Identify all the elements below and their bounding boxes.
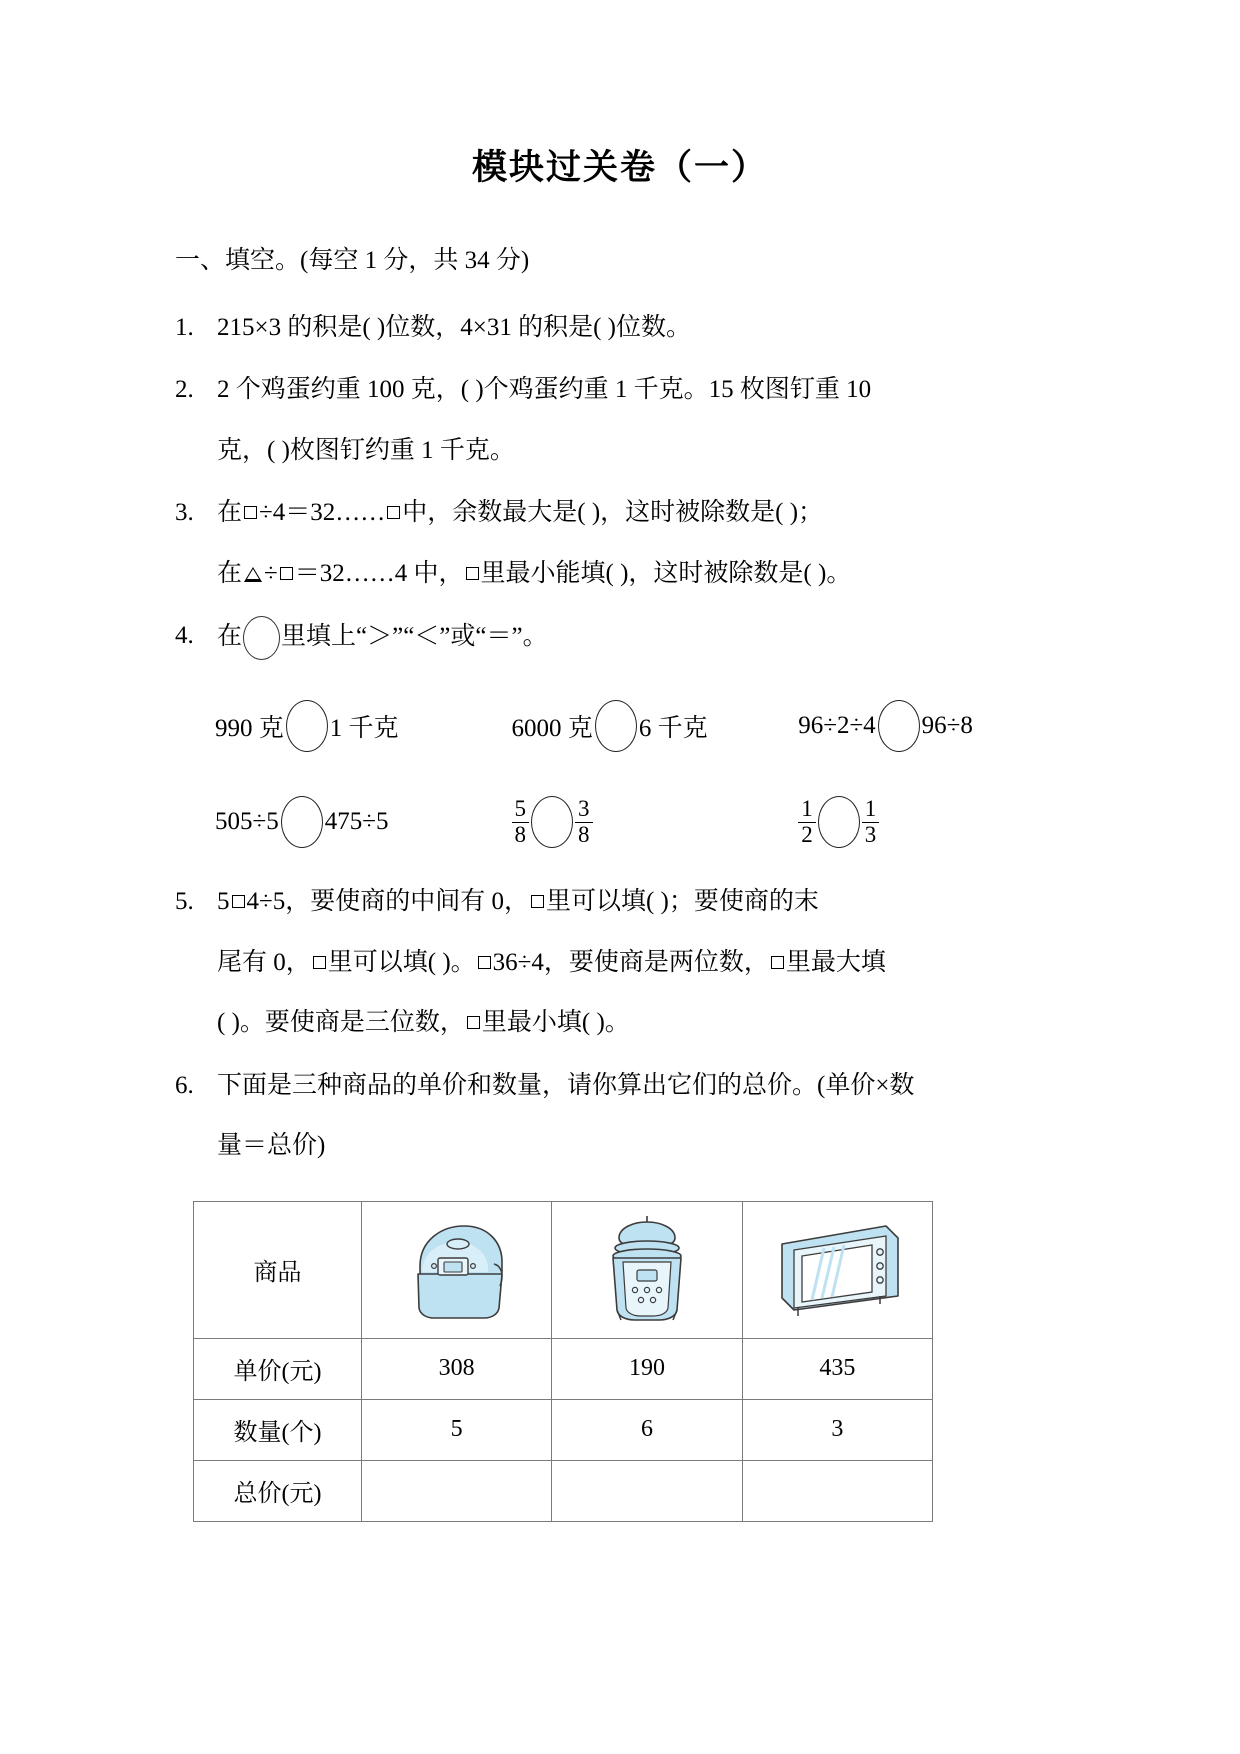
question-6 xyxy=(175,1066,1075,1167)
page-title: 模块过关卷（一） xyxy=(471,148,768,188)
q5-seg3: 里可以填( )；要使商的末 xyxy=(545,888,819,915)
question-3-number: 3. xyxy=(175,499,194,526)
pressure-cooker-icon xyxy=(595,1214,699,1326)
fraction-denominator: 2 xyxy=(801,821,813,847)
comparison-2-circle[interactable] xyxy=(595,700,637,752)
table-row-products xyxy=(194,1201,933,1338)
question-5-body xyxy=(217,882,1075,1044)
comparison-4-circle[interactable] xyxy=(281,796,323,848)
comparison-2-right: 6 千克 xyxy=(638,715,708,742)
quantity-pressure-cooker: 6 xyxy=(552,1399,742,1460)
comparison-3-right: 96÷8 xyxy=(921,712,973,739)
question-4 xyxy=(175,616,1075,660)
question-5-line-2 xyxy=(217,943,1075,984)
q4-prompt-after: 里填上“＞”“＜”或“＝”。 xyxy=(281,623,548,650)
question-2-number: 2. xyxy=(175,376,194,403)
q5-seg8: ( )。要使商是三位数， xyxy=(217,1009,465,1036)
quantity-toaster-oven: 3 xyxy=(742,1399,932,1460)
box-glyph xyxy=(478,956,491,969)
comparison-row-1 xyxy=(215,690,1075,752)
question-1 xyxy=(175,308,1075,349)
box-glyph xyxy=(466,567,479,580)
question-4-number: 4. xyxy=(175,622,194,649)
comparison-6-circle[interactable] xyxy=(818,796,860,848)
comparison-5-right-fraction xyxy=(575,797,593,848)
table-row-total-price xyxy=(194,1460,933,1521)
q3-l1-b: ÷4＝32…… xyxy=(259,499,386,526)
question-6-body xyxy=(217,1066,1075,1167)
question-1-body xyxy=(217,308,1075,349)
unit-price-rice-cooker: 308 xyxy=(362,1338,552,1399)
q3-l2-d: 里最小能填( )，这时被除数是( )。 xyxy=(480,559,852,587)
question-3-body xyxy=(217,493,1075,594)
question-2-body xyxy=(217,370,1075,471)
circle-glyph xyxy=(243,616,280,660)
question-3-line-1 xyxy=(217,493,1075,534)
comparison-4-left: 505÷5 xyxy=(215,808,279,835)
fraction-denominator: 3 xyxy=(864,821,877,847)
row-label-product: 商品 xyxy=(194,1201,362,1338)
question-5-line-1 xyxy=(217,882,1075,923)
row-label-total-price: 总价(元) xyxy=(194,1460,362,1521)
goods-table-wrapper xyxy=(193,1201,1075,1522)
comparison-1-circle[interactable] xyxy=(286,700,328,752)
unit-price-pressure-cooker: 190 xyxy=(552,1338,742,1399)
comparison-item-6 xyxy=(798,796,1075,848)
product-cell-rice-cooker xyxy=(362,1201,552,1338)
box-glyph xyxy=(313,956,326,969)
q3-l2-b: ÷ xyxy=(264,559,278,587)
fraction-denominator: 8 xyxy=(578,821,590,847)
product-cell-pressure-cooker xyxy=(552,1201,742,1338)
box-glyph xyxy=(771,956,784,969)
table-row-quantity xyxy=(194,1399,933,1460)
q3-l1-c: 中，余数最大是( )，这时被除数是( )； xyxy=(402,499,824,526)
q5-seg7: 里最大填 xyxy=(785,948,886,976)
row-label-quantity: 数量(个) xyxy=(194,1399,362,1460)
question-6-line-1: 下面是三种商品的单价和数量，请你算出它们的总价。(单价×数 xyxy=(217,1071,915,1099)
comparison-item-4 xyxy=(215,796,512,848)
q3-l1-a: 在 xyxy=(217,499,243,526)
box-glyph xyxy=(244,506,257,519)
box-glyph xyxy=(531,895,544,908)
fraction-denominator: 8 xyxy=(514,821,527,847)
total-price-toaster-oven-input[interactable] xyxy=(742,1460,932,1521)
question-6-line-2: 量＝总价) xyxy=(217,1132,326,1159)
question-3-line-2 xyxy=(217,554,1075,595)
comparison-rows xyxy=(215,690,1075,848)
question-2 xyxy=(175,370,1075,471)
comparison-5-circle[interactable] xyxy=(531,796,573,848)
comparison-3-circle[interactable] xyxy=(878,700,920,752)
q5-seg9: 里最小填( )。 xyxy=(481,1009,630,1036)
comparison-item-1 xyxy=(215,700,512,752)
comparison-6-left-fraction xyxy=(798,797,816,848)
question-1-number: 1. xyxy=(175,313,194,341)
q5-seg6: 36÷4，要使商是两位数， xyxy=(492,948,769,976)
comparison-2-left: 6000 克 xyxy=(511,715,593,742)
comparison-item-2 xyxy=(512,700,799,752)
goods-table xyxy=(193,1201,933,1522)
fraction-numerator: 3 xyxy=(575,797,593,823)
box-glyph xyxy=(280,567,293,580)
question-5 xyxy=(175,882,1075,1044)
q4-prompt-before: 在 xyxy=(217,623,243,650)
question-4-prompt xyxy=(217,616,1075,660)
fraction-numerator: 1 xyxy=(798,797,816,823)
box-glyph xyxy=(232,895,245,908)
comparison-row-2 xyxy=(215,786,1075,848)
question-2-line-1: 2 个鸡蛋约重 100 克，( )个鸡蛋约重 1 千克。15 枚图钉重 10 xyxy=(217,376,872,403)
worksheet-content xyxy=(175,242,1075,1522)
question-5-number: 5. xyxy=(175,888,194,915)
toaster-oven-icon xyxy=(768,1218,906,1322)
product-cell-toaster-oven xyxy=(742,1201,932,1338)
box-glyph xyxy=(467,1016,480,1029)
question-4-body xyxy=(217,616,1075,660)
q3-l2-c: ＝32……4 中， xyxy=(294,559,464,587)
fraction-numerator: 1 xyxy=(862,797,880,823)
comparison-1-right: 1 千克 xyxy=(329,715,399,742)
q5-seg5: 里可以填( )。 xyxy=(327,948,476,976)
comparison-4-right: 475÷5 xyxy=(324,808,389,835)
q3-l2-a: 在 xyxy=(217,559,243,587)
comparison-item-3 xyxy=(798,700,1075,752)
comparison-6-right-fraction xyxy=(862,797,880,848)
fraction-numerator: 5 xyxy=(512,797,530,823)
question-2-line-2: 克，( )枚图钉约重 1 千克。 xyxy=(217,436,515,464)
question-5-line-3 xyxy=(217,1003,1075,1044)
comparison-5-left-fraction xyxy=(512,797,530,848)
table-row-unit-price xyxy=(194,1338,933,1399)
question-3 xyxy=(175,493,1075,594)
rice-cooker-icon xyxy=(398,1214,516,1326)
question-6-number: 6. xyxy=(175,1071,194,1099)
comparison-1-left: 990 克 xyxy=(215,715,284,742)
comparison-3-left: 96÷2÷4 xyxy=(798,712,876,739)
q5-seg1: 5 xyxy=(217,888,230,915)
unit-price-toaster-oven: 435 xyxy=(742,1338,932,1399)
triangle-glyph xyxy=(244,567,262,582)
total-price-pressure-cooker-input[interactable] xyxy=(552,1460,742,1521)
comparison-item-5 xyxy=(512,796,799,848)
q5-seg4: 尾有 0， xyxy=(217,948,311,976)
box-glyph xyxy=(387,506,400,519)
total-price-rice-cooker-input[interactable] xyxy=(362,1460,552,1521)
section-heading: 一、填空。(每空 1 分，共 34 分) xyxy=(175,247,530,274)
quantity-rice-cooker: 5 xyxy=(362,1399,552,1460)
q5-seg2: 4÷5，要使商的中间有 0， xyxy=(246,888,529,915)
question-1-line-1: 215×3 的积是( )位数，4×31 的积是( )位数。 xyxy=(217,313,692,341)
row-label-unit-price: 单价(元) xyxy=(194,1338,362,1399)
